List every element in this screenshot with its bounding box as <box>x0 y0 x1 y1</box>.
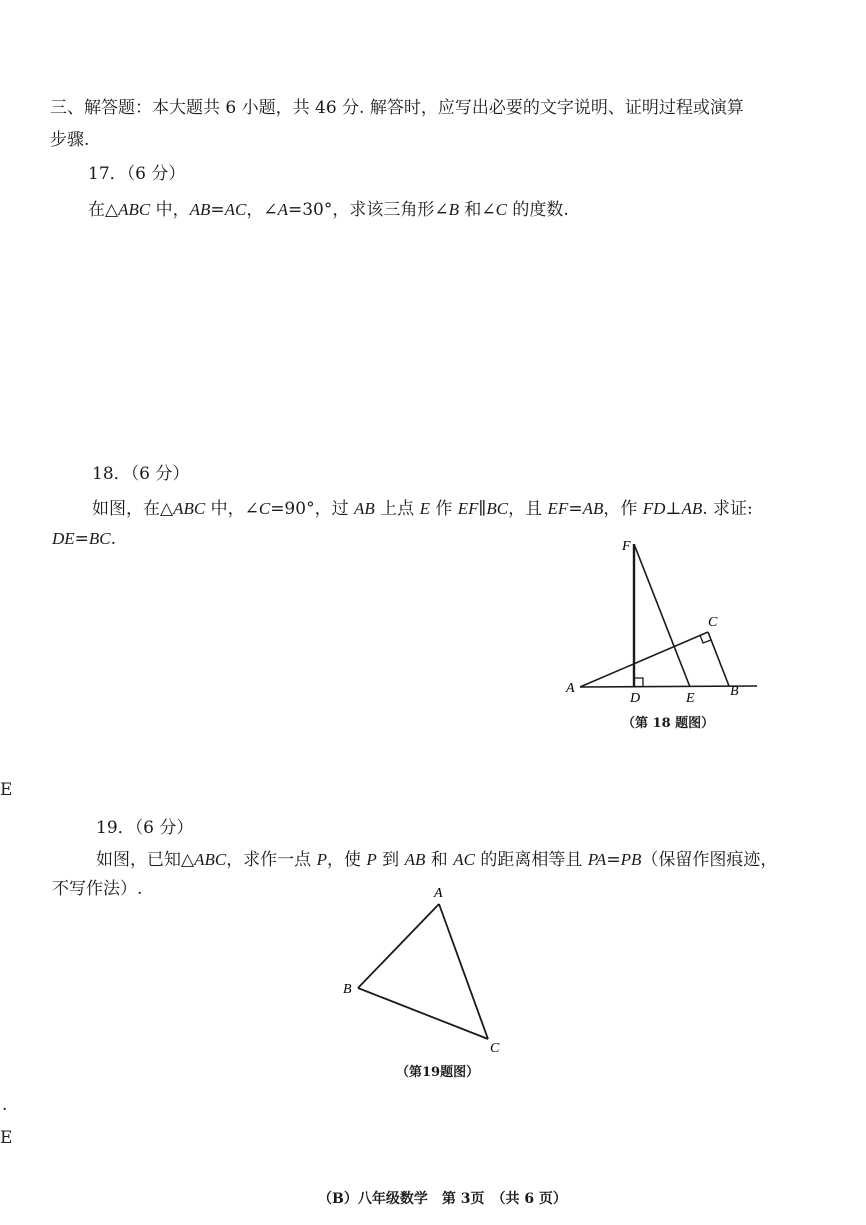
segment-ac <box>439 904 488 1039</box>
q19-text-line1: 如图，已知△ABC，求作一点 P，使 P 到 AB 和 AC 的距离相等且 PA=PB（保留作图痕迹， <box>96 850 778 870</box>
label-e: E <box>686 691 695 706</box>
section-header-line1: 三、解答题：本大题共 6 小题，共 46 分. 解答时，应写出必要的文字说明、证明过程或演算 <box>50 98 744 118</box>
page-footer: （B）八年级数学 第 3页 （共 6 页） <box>318 1191 567 1207</box>
segment-ac <box>580 632 708 687</box>
stray-mark-1: E <box>0 780 13 800</box>
segment-fe <box>634 544 690 687</box>
label-b: B <box>730 684 739 699</box>
q19-figure-caption: （第19题图） <box>396 1065 480 1080</box>
label-a: A <box>434 886 443 901</box>
q17-number: 17．（6 分） <box>88 164 186 184</box>
section-header-line2: 步骤. <box>50 130 90 150</box>
label-b: B <box>343 982 352 997</box>
label-c: C <box>708 615 718 630</box>
stray-mark-3: E <box>0 1128 13 1148</box>
q17-text: 在△ABC 中，AB=AC，∠A=30°，求该三角形∠B 和∠C 的度数. <box>88 200 569 220</box>
right-angle-d <box>634 678 643 687</box>
segment-cb <box>708 632 729 686</box>
triangle-abc <box>358 904 488 1039</box>
q19-number: 19．（6 分） <box>96 818 194 838</box>
segment-bc <box>358 988 488 1039</box>
q18-text-line2: DE=BC. <box>52 529 117 549</box>
segment-ab <box>358 904 439 988</box>
q19-text-line2: 不写作法）. <box>52 879 143 899</box>
label-f: F <box>622 539 631 554</box>
q18-figure-caption: （第 18 题图） <box>622 716 715 731</box>
q18-text-line1: 如图，在△ABC 中，∠C=90°，过 AB 上点 E 作 EF∥BC，且 EF=AB，作 FD⊥AB. 求证: <box>92 499 753 519</box>
q18-figure <box>560 530 760 710</box>
label-d: D <box>630 691 641 706</box>
label-c: C <box>490 1041 500 1056</box>
q19-figure <box>330 878 520 1058</box>
q18-number: 18．（6 分） <box>92 464 190 484</box>
stray-mark-2: . <box>2 1095 8 1115</box>
label-a: A <box>566 681 575 696</box>
